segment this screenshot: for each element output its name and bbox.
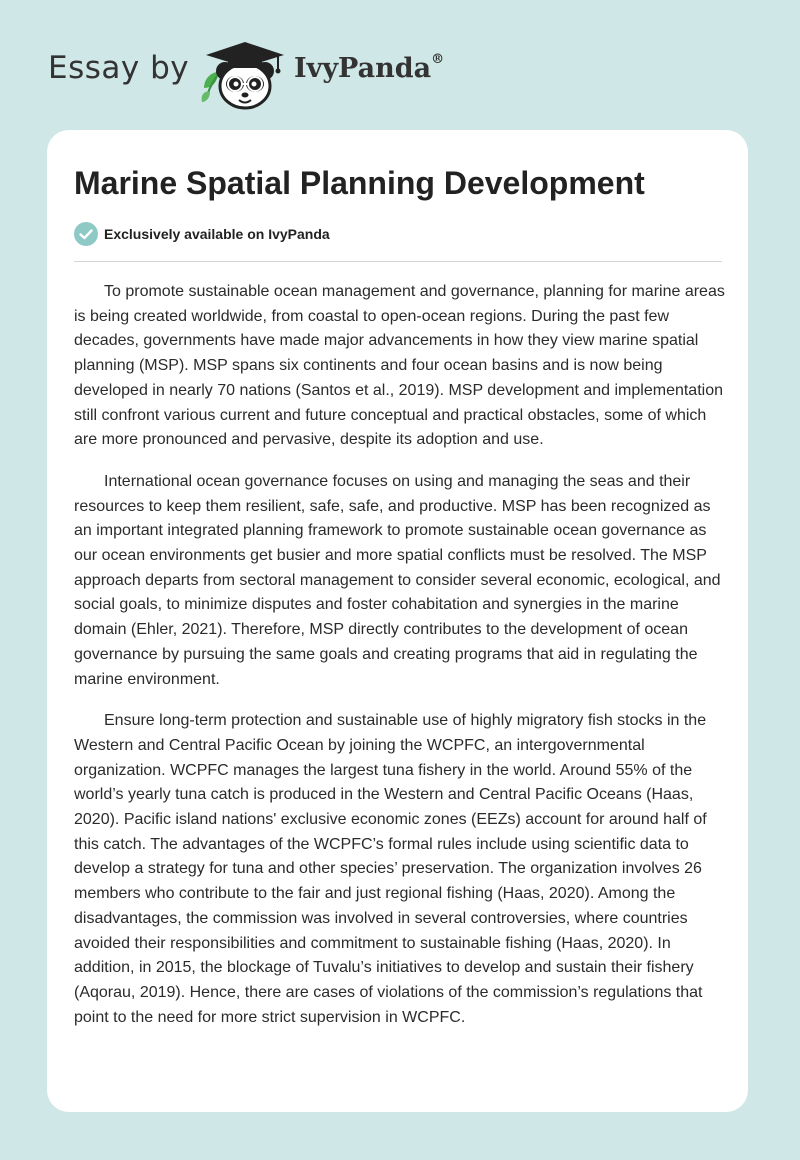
essay-paragraph: Ensure long-term protection and sustainable use of highly migratory fish stocks in the Western and Central Pacific Ocean by joining the WCPFC, an intergovernmental organization. WCPFC manages the largest tuna fishery in the world. Around 55% of the world’s yearly tuna catch is produced in the Western and Central Pacific Oceans (Haas, 2020). Pacific island nations' exclusive economic zones (EEZs) account for around half of this catch. The advantages of the WCPFC’s formal rules include using scientific data to develop a strategy for tuna and other species’ preservation. The organization involves 26 members who contribute to the fair and just regional fishing (Haas, 2020). Among the disadvantages, the commission was involved in several controversies, where countries avoided their responsibilities and commitment to sustainable fishing (Haas, 2020). In addition, in 2015, the blockage of Tuvalu’s initiatives to develop and sustain their fishery (Aqorau, 2019). Hence, there are cases of violations of the commission’s regulations that point to the need for more strict supervision in WCPFC. <box>74 712 707 1026</box>
panda-logo-icon[interactable] <box>198 36 292 110</box>
brand-name[interactable] <box>294 53 444 84</box>
essay-paragraph: International ocean governance focuses on using and managing the seas and their resources to keep them resilient, safe, safe, and productive. MSP has been recognized as an important integrated planning framework to promote sustainable ocean governance as our ocean environments get busier and more spatial conflicts must be resolved. The MSP approach departs from sectoral management to consider several economic, ecological, and social goals, to minimize disputes and foster cohabitation and synergies in the marine domain (Ehler, 2021). Therefore, MSP directly contributes to the development of ocean governance by pursuing the same goals and creating programs that aid in regulating the marine environment. <box>74 472 721 688</box>
exclusive-badge-text: Exclusively available on IvyPanda <box>104 226 330 242</box>
essay-body <box>74 280 729 1047</box>
page-title: Marine Spatial Planning Development <box>74 165 645 201</box>
title-divider <box>74 261 722 262</box>
registered-mark: ® <box>431 52 445 67</box>
exclusive-badge <box>74 222 330 246</box>
essay-card <box>47 130 748 1112</box>
check-circle-icon <box>74 222 98 246</box>
brand-name-text: IvyPanda <box>294 53 432 84</box>
site-header <box>0 0 800 130</box>
essay-by-label: Essay by <box>48 50 190 86</box>
essay-paragraph: To promote sustainable ocean management and governance, planning for marine areas is being created worldwide, from coastal to open-ocean regions. During the past few decades, governments have made major advancements in how they view marine spatial planning (MSP). MSP spans six continents and four ocean basins and is now being developed in nearly 70 nations (Santos et al., 2019). MSP development and implementation still confront various current and future conceptual and practical obstacles, some of which are more pronounced and pervasive, despite its adoption and use. <box>74 283 725 449</box>
